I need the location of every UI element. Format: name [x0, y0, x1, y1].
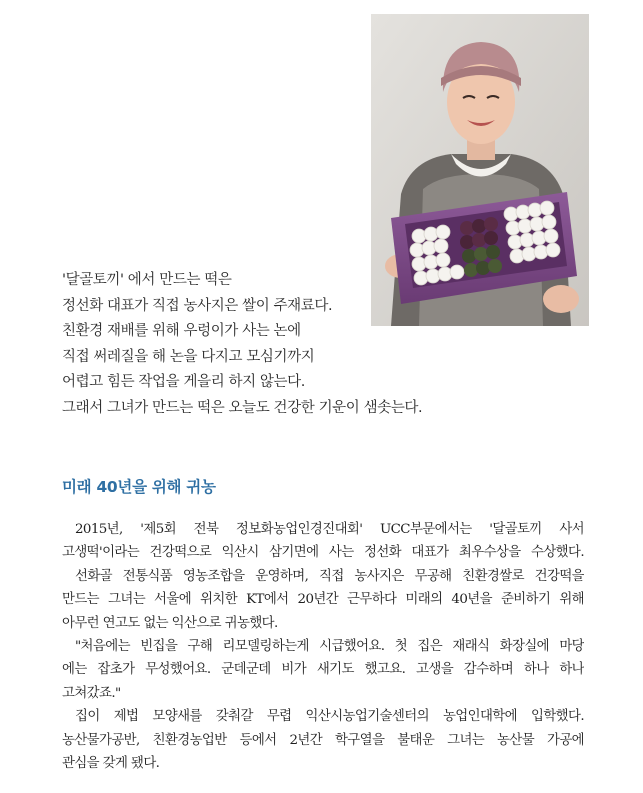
caption-line: 정선화 대표가 직접 농사지은 쌀이 주재료다.	[62, 297, 333, 314]
body-line: 농산물가공반, 친환경농업반 등에서 2년간 학구열을 불태운 그녀는 농산물 가공에	[62, 732, 584, 748]
body-line: 선화골 전통식품 영농조합을 운영하며, 직접 농사지은 무공해 친환경쌀로 건강떡을	[75, 568, 584, 584]
section-title: 미래 40년을 위해 귀농	[62, 478, 216, 496]
body-line: 고생떡'이라는 건강떡으로 익산시 삼기면에 사는 정선화 대표가 최우수상을 수상했다.	[62, 545, 584, 561]
body-line: 고쳐갔죠."	[62, 685, 121, 701]
body-line: 아무런 연고도 없는 익산으로 귀농했다.	[62, 615, 278, 631]
caption-line: 직접 써레질을 해 논을 다지고 모심기까지	[62, 348, 315, 365]
caption-line: 어렵고 힘든 작업을 게을리 하지 않는다.	[62, 374, 305, 390]
body-line: "처음에는 빈집을 구해 리모델링하는게 시급했어요. 첫 집은 재래식 화장실에 마당	[75, 638, 584, 654]
body-line: 만드는 그녀는 서울에 위치한 KT에서 20년간 근무하다 미래의 40년을 준비하기 위해	[62, 592, 584, 608]
caption-line: 친환경 재배를 위해 우렁이가 사는 논에	[62, 323, 301, 339]
caption-line: '달골토끼' 에서 만드는 떡은	[62, 272, 232, 288]
article-body	[62, 518, 584, 775]
body-line: 2015년, '제5회 전북 정보화농업인경진대회' UCC부문에서는 '달골토끼 사서	[75, 522, 584, 537]
body-line: 집이 제법 모양새를 갖춰갈 무렵 익산시농업기술센터의 농업인대학에 입학했다.	[75, 709, 584, 725]
body-line: 관심을 갖게 됐다.	[62, 755, 160, 771]
body-line: 에는 잡초가 무성했어요. 군데군데 비가 새기도 했고요. 고생을 감수하며 하나 하나	[62, 662, 584, 678]
caption-line: 그래서 그녀가 만드는 떡은 오늘도 건강한 기운이 샘솟는다.	[62, 399, 423, 416]
photo-caption	[62, 268, 502, 421]
